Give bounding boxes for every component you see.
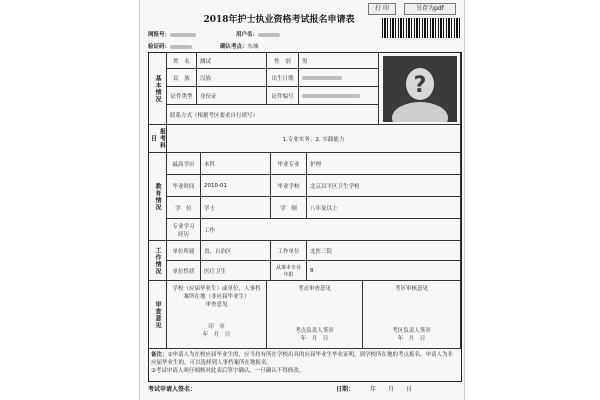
exam-site-row [220, 42, 259, 50]
name-label: 姓 名 [167, 53, 197, 69]
page-title: 2018年护士执业资格考试报名申请表 [203, 15, 355, 25]
section-subject: 报考科目 [149, 125, 167, 153]
name-value: 测试 [197, 53, 267, 69]
xuewei-value: 学士 [201, 197, 271, 219]
review-school-seal: 印 章 [208, 324, 225, 330]
review-school [167, 281, 267, 349]
sign-date [336, 384, 412, 393]
ethnic-value: 汉族 [197, 69, 267, 87]
review-region-title: 考区审核意见 [394, 286, 428, 292]
applicant-signature [148, 384, 196, 393]
notes [151, 351, 457, 375]
form-table [148, 52, 462, 382]
review-site [267, 281, 363, 349]
grad-time-label: 毕业时间 [167, 175, 201, 197]
school-value: 北京昌平区卫生学校 [307, 175, 461, 197]
id-no-label: 证件编号 [267, 87, 299, 105]
exam-site-value: 东城 [247, 44, 259, 50]
cert-row [148, 42, 192, 50]
redacted-value [258, 33, 280, 37]
application-form-sheet [140, 0, 464, 400]
id-no-value [299, 87, 379, 105]
unit-label: 工作单位 [271, 241, 307, 261]
avatar [383, 56, 457, 122]
unit-type-label: 单位性质 [167, 261, 201, 281]
redacted-value [302, 76, 342, 80]
grad-time-value: 2010-01 [201, 175, 271, 197]
cert-label: 验证码： [148, 44, 171, 50]
exp-label: 专业学习经历 [167, 219, 201, 241]
section-review: 审查意见 [149, 281, 167, 349]
section-basic: 基本情况 [149, 53, 167, 125]
sign-date-label: 日期： [336, 386, 355, 393]
id-type-label: 证件类型 [167, 87, 197, 105]
review-school-sub: 审查意见 [205, 302, 228, 308]
photo-cell [379, 53, 461, 125]
xuezhi-label: 学 制 [271, 197, 307, 219]
review-region-sign: 考区负责人签章 [392, 328, 431, 334]
contact-label: 联系方式（根据考区要求自行填写） [167, 105, 379, 125]
user-row [236, 30, 280, 38]
review-school-title: 学校（应届毕业生）或单位、人事档案所在地（非应届毕业生） [172, 286, 261, 300]
exp-value: 工作 [201, 219, 461, 241]
gender-value: 男 [299, 53, 379, 69]
id-type-value: 身份证 [197, 87, 267, 105]
review-school-date: 年 月 日 [202, 332, 231, 338]
major-label: 毕业专业 [271, 153, 307, 175]
svg-text:?: ? [413, 73, 427, 98]
save-pdf-button[interactable]: 另存为pdf [404, 3, 456, 15]
notes-line-2: ②考试申请人须仔细核对此表后签字确认，一旦确认不得修改。 [151, 368, 305, 374]
unit-loc-value: 省、自治区 [201, 241, 271, 261]
unit-type-value: 医疗卫生 [201, 261, 271, 281]
barcode-icon [382, 18, 460, 38]
applicant-label: 考试申请人签名： [148, 386, 197, 393]
net-id-row [148, 30, 196, 38]
redacted-value [170, 33, 196, 37]
birth-value [299, 69, 379, 87]
subject-value: 1.专业实务；2. 实践能力 [167, 125, 461, 153]
ethnic-label: 民 族 [167, 69, 197, 87]
review-site-date: 年 月 日 [300, 336, 329, 342]
user-label: 用户名： [236, 32, 259, 38]
redacted-value [302, 94, 360, 98]
review-region-date: 年 月 日 [397, 336, 426, 342]
unit-value: 北医三院 [307, 241, 461, 261]
net-id-label: 网报号： [148, 32, 171, 38]
review-site-sign: 考点负责人签章 [295, 328, 334, 334]
years-label: 从事本专业年限 [271, 261, 307, 281]
notes-line-1: ①申请人为在校应届毕业生的，应当持有所在学校出具的应届毕业生毕业证明，到学校所在地的考点报名。申请人为非应届毕业生的，可以选择到人事档案所在地报名。 [151, 352, 453, 366]
section-education: 教育情况 [149, 153, 167, 241]
avatar-placeholder-icon [383, 56, 457, 122]
degree-value: 本科 [201, 153, 271, 175]
review-region [363, 281, 461, 349]
print-button[interactable]: 打 印 [368, 3, 396, 15]
review-site-title: 考点审查意见 [297, 286, 331, 292]
unit-loc-label: 单位所属 [167, 241, 201, 261]
redacted-value [170, 45, 192, 49]
degree-label: 最高学历 [167, 153, 201, 175]
sign-date-value: 年 月 日 [369, 386, 412, 393]
notes-label: 备注： [151, 352, 168, 358]
major-value: 护理 [307, 153, 461, 175]
years-value: 8 [307, 261, 461, 281]
xuezhi-value: 八年及以上 [307, 197, 461, 219]
school-label: 毕业学校 [271, 175, 307, 197]
birth-label: 出生日期 [267, 69, 299, 87]
exam-site-label: 确认考点： [220, 44, 248, 50]
gender-label: 性 别 [267, 53, 299, 69]
section-work: 工作情况 [149, 241, 167, 281]
xuewei-label: 学 位 [167, 197, 201, 219]
